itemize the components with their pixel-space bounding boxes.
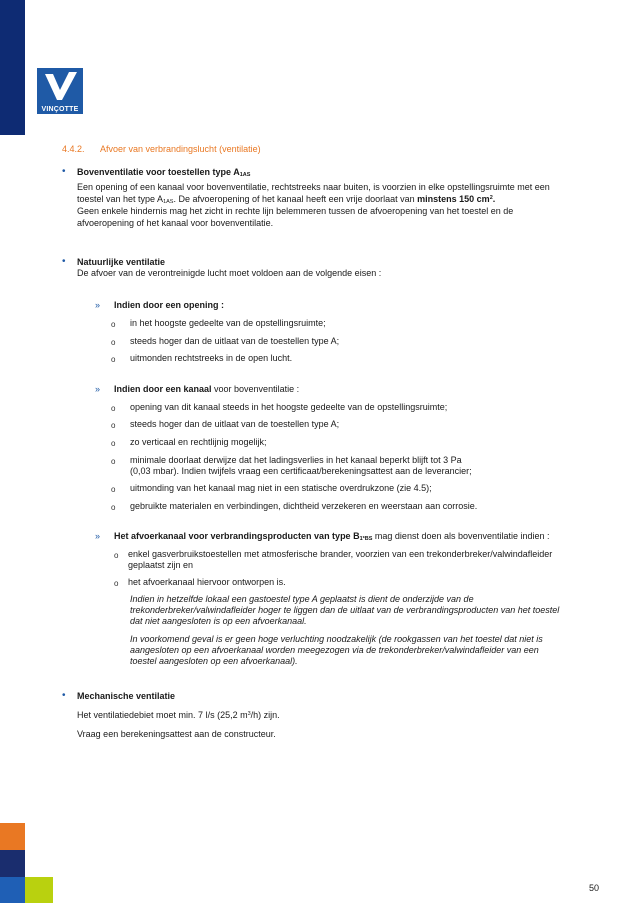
circle-bullet-icon: o	[111, 485, 116, 494]
circle-bullet-icon: o	[111, 421, 116, 430]
s3-note-line: Indien in hetzelfde lokaal een gastoestel type A geplaatst is dient de onderzijde van de	[130, 594, 474, 604]
s2-item: gebruikte materialen en verbindingen, dichtheid verzekeren en weerstaan aan corrosie.	[130, 501, 478, 511]
s1-title: Indien door een opening :	[114, 300, 224, 310]
bottom-navy-block	[0, 850, 25, 877]
s2-item: steeds hoger dan de uitlaat van de toestellen type A;	[130, 419, 340, 429]
b2-title: Natuurlijke ventilatie	[77, 257, 166, 267]
circle-bullet-icon: o	[111, 355, 116, 364]
circle-bullet-icon: o	[111, 320, 116, 329]
b3-title: Mechanische ventilatie	[77, 691, 176, 701]
s2-item: zo verticaal en rechtlijnig mogelijk;	[130, 437, 267, 447]
bullet-icon: •	[62, 690, 66, 701]
page-number: 50	[589, 883, 600, 893]
b3-paragraph: Vraag een berekeningsattest aan de constructeur.	[77, 729, 276, 739]
bottom-blue-block	[0, 877, 25, 903]
bottom-lime-block	[25, 877, 53, 903]
circle-bullet-icon: o	[111, 503, 116, 512]
bottom-orange-block	[0, 823, 25, 850]
b3-paragraph: Het ventilatiedebiet moet min. 7 l/s (25,2 $m^3/h$) zijn.	[77, 710, 280, 720]
chevron-icon: »	[95, 384, 101, 394]
circle-bullet-icon: o	[111, 338, 116, 347]
logo-check-mark	[37, 68, 83, 104]
circle-bullet-icon: o	[114, 551, 119, 560]
vincotte-logo	[37, 68, 83, 114]
b1-paragraph-line: toestel van het type $A_{1AS}$. De afvoeropening of het kanaal heeft een vrije doorlaat van minstens 150 $cm^2$.	[77, 194, 496, 205]
s3-item: enkel gasverbruikstoestellen met atmosferische brander, voorzien van een trekonderbreker/valwindafleider	[128, 549, 553, 559]
s3-note-line: trekonderbreker/valwindafleider hoger te liggen dan de uitlaat van de verbrandingsproducten van het toestel	[130, 605, 560, 615]
s1-item: in het hoogste gedeelte van de opstellingsruimte;	[130, 318, 326, 328]
circle-bullet-icon: o	[111, 404, 116, 413]
s2-item: uitmonding van het kanaal mag niet in een statische overdrukzone (zie 4.5);	[130, 483, 432, 493]
circle-bullet-icon: o	[111, 439, 116, 448]
s2-item-continued: (0,03 mbar). Indien twijfels vraag een certificaat/berekeningsattest aan de leverancier;	[130, 466, 472, 476]
chevron-icon: »	[95, 531, 101, 541]
s3-note-line: toestel aangesloten op een afvoerkanaal).	[130, 656, 298, 666]
s2-item: minimale doorlaat derwijze dat het ladingsverlies in het kanaal beperkt blijft tot 3 Pa	[130, 455, 462, 465]
logo-text: VINÇOTTE	[41, 106, 79, 113]
b2-intro: De afvoer van de verontreinigde lucht moet voldoen aan de volgende eisen :	[77, 268, 382, 278]
s3-item: het afvoerkanaal hiervoor ontworpen is.	[128, 577, 286, 587]
b1-paragraph-line: Een opening of een kanaal voor bovenventilatie, rechtstreeks naar buiten, is voorzien in elke opstellingsruimte met een	[77, 182, 550, 192]
b1-paragraph-line: afvoeropening of het kanaal voor bovenventilatie.	[77, 218, 274, 228]
circle-bullet-icon: o	[111, 457, 116, 466]
s3-title: Het afvoerkanaal voor verbrandingsproducten van type $B_{1*BS}$ mag dienst doen als bovenventilatie indien :	[114, 531, 550, 542]
bullet-icon: •	[62, 166, 66, 177]
b1-paragraph-line: Geen enkele hindernis mag het zicht in rechte lijn belemmeren tussen de afvoeropening van het toestel en de	[77, 206, 514, 216]
section-title: Afvoer van verbrandingslucht (ventilatie)	[100, 144, 261, 154]
s3-note-line: dat niet aangesloten is op een afvoerkanaal.	[130, 616, 307, 626]
b1-title: Bovenventilatie voor toestellen type $A_{1AS}$	[77, 167, 251, 178]
bullet-icon: •	[62, 256, 66, 267]
s3-item-continued: geplaatst zijn en	[128, 560, 194, 570]
section-number: 4.4.2.	[62, 144, 85, 154]
circle-bullet-icon: o	[114, 579, 119, 588]
top-color-bar	[0, 0, 25, 135]
s1-item: uitmonden rechtstreeks in de open lucht.	[130, 353, 293, 363]
s3-note-line: aangesloten op een afvoerkanaal worden meegezogen via de trekonderbreker/valwindafleider van een	[130, 645, 539, 655]
s3-note-line: In voorkomend geval is er geen hoge verluchting noodzakelijk (de rookgassen van het toestel dat niet is	[130, 634, 543, 644]
chevron-icon: »	[95, 300, 101, 310]
s2-title: Indien door een kanaal voor bovenventilatie :	[114, 384, 300, 394]
s1-item: steeds hoger dan de uitlaat van de toestellen type A;	[130, 336, 340, 346]
s2-item: opening van dit kanaal steeds in het hoogste gedeelte van de opstellingsruimte;	[130, 402, 448, 412]
